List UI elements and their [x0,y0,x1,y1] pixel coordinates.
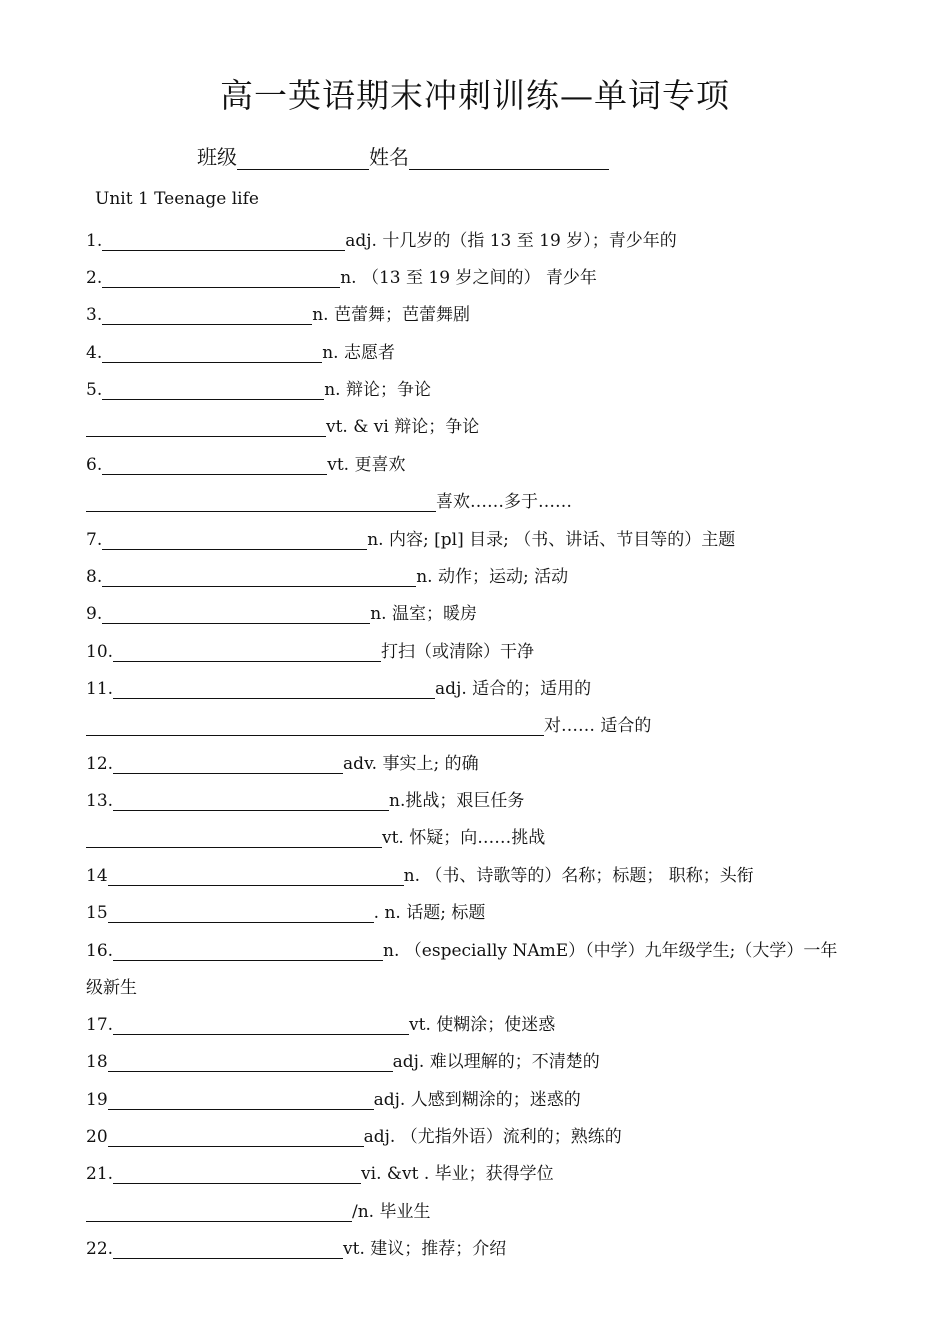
list-item: 22. vt. 建议；推荐；介绍 [86,1239,507,1259]
answer-blank[interactable] [108,1128,364,1147]
class-label: 班级 [197,145,237,169]
answer-blank[interactable] [108,1053,393,1072]
list-item: 14 n. （书、诗歌等的）名称；标题； 职称；头衔 [86,866,754,886]
answer-blank[interactable] [113,1016,409,1035]
list-item: vt. 怀疑；向……挑战 [86,822,545,848]
list-item: 5. n. 辩论；争论 [86,380,431,400]
list-item: 10. 打扫（或清除）干净 [86,642,535,662]
name-field[interactable] [409,149,609,170]
answer-blank[interactable] [86,1203,352,1222]
list-item: 1. adj. 十几岁的（指 13 至 19 岁）；青少年的 [86,231,677,251]
list-item: 6. vt. 更喜欢 [86,455,406,475]
answer-blank[interactable] [113,643,381,662]
page-title: 高一英语期末冲刺训练—单词专项 [220,76,730,115]
list-item: 3. n. 芭蕾舞；芭蕾舞剧 [86,305,470,325]
list-item: 17. vt. 使糊涂；使迷惑 [86,1015,556,1035]
list-item: 18 adj. 难以理解的；不清楚的 [86,1052,600,1072]
answer-blank[interactable] [113,942,383,961]
list-item: 15 . n. 话题; 标题 [86,903,486,923]
student-info-line [197,141,609,170]
answer-blank[interactable] [102,306,312,325]
list-item: 8. n. 动作；运动; 活动 [86,567,569,587]
class-field[interactable] [237,149,369,170]
answer-blank[interactable] [102,232,345,251]
answer-blank[interactable] [108,867,404,886]
unit-heading: Unit 1 Teenage life [95,189,259,209]
list-item: 11. adj. 适合的；适用的 [86,679,592,699]
list-item: 21. vi. &vt . 毕业；获得学位 [86,1164,554,1184]
answer-blank[interactable] [102,605,370,624]
answer-blank[interactable] [113,680,435,699]
list-item: 7. n. 内容; [pl] 目录; （书、讲话、节目等的）主题 [86,530,736,550]
list-item: vt. & vi 辩论；争论 [86,411,479,437]
answer-blank[interactable] [113,792,389,811]
answer-blank[interactable] [102,269,340,288]
answer-blank[interactable] [108,904,374,923]
answer-blank[interactable] [102,456,327,475]
answer-blank[interactable] [86,493,436,512]
item-16-continuation: 级新生 [86,978,137,998]
list-item: 12. adv. 事实上; 的确 [86,754,479,774]
answer-blank[interactable] [102,344,322,363]
answer-blank[interactable] [113,755,343,774]
answer-blank[interactable] [113,1165,361,1184]
list-item: 喜欢……多于…… [86,486,572,512]
answer-blank[interactable] [113,1240,343,1259]
answer-blank[interactable] [102,381,324,400]
list-item: 9. n. 温室；暖房 [86,604,477,624]
answer-blank[interactable] [108,1091,374,1110]
list-item: 13. n.挑战；艰巨任务 [86,791,525,811]
answer-blank[interactable] [86,829,382,848]
list-item: /n. 毕业生 [86,1196,430,1222]
answer-blank[interactable] [86,418,326,437]
list-item: 16. n. （especially NAmE）（中学）九年级学生;（大学）一年 [86,941,838,961]
answer-blank[interactable] [102,568,416,587]
answer-blank[interactable] [102,531,367,550]
answer-blank[interactable] [86,717,544,736]
list-item: 2. n. （13 至 19 岁之间的） 青少年 [86,268,597,288]
list-item: 19 adj. 人感到糊涂的；迷惑的 [86,1090,581,1110]
list-item: 对…… 适合的 [86,710,651,736]
list-item: 4. n. 志愿者 [86,343,395,363]
name-label: 姓名 [369,145,409,169]
list-item: 20 adj. （尤指外语）流利的；熟练的 [86,1127,622,1147]
